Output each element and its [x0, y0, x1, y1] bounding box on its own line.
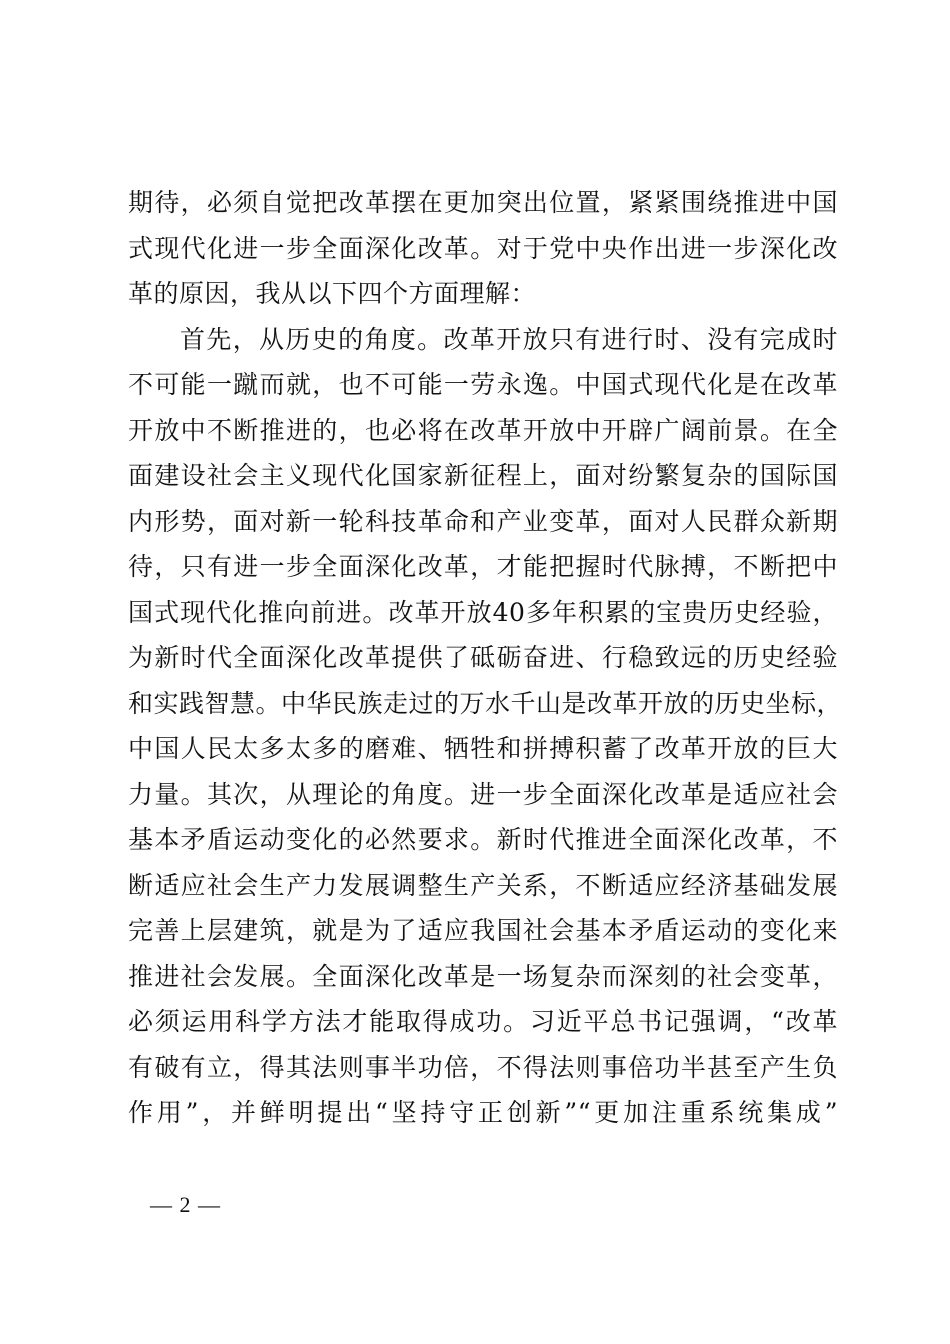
text-line: 式现代化进一步全面深化改革。对于党中央作出进一步深化改: [128, 233, 838, 263]
text-line: 革的原因，我从以下四个方面理解：: [128, 279, 537, 308]
text-line: 基本矛盾运动变化的必然要求。新时代推进全面深化改革，不: [128, 825, 838, 854]
text-line: 国式现代化推向前进。改革开放40多年积累的宝贵历史经验，: [128, 597, 838, 627]
text-line: 期待，必须自觉把改革摆在更加突出位置，紧紧围绕推进中国: [128, 188, 838, 217]
text-line: 和实践智慧。中华民族走过的万水千山是改革开放的历史坐标，: [128, 688, 843, 718]
text-line: 待，只有进一步全面深化改革，才能把握时代脉搏，不断把中: [128, 552, 838, 581]
text-line: 面建设社会主义现代化国家新征程上，面对纷繁复杂的国际国: [128, 461, 838, 490]
text-line: 作用”，并鲜明提出“坚持守正创新”“更加注重系统集成”: [128, 1098, 838, 1127]
text-line: 推进社会发展。全面深化改革是一场复杂而深刻的社会变革，: [128, 961, 838, 991]
text-line: 必须运用科学方法才能取得成功。习近平总书记强调，“改革: [128, 1007, 838, 1036]
page-number: — 2 —: [150, 1192, 221, 1217]
text-line: 中国人民太多太多的磨难、牺牲和拼搏积蓄了改革开放的巨大: [128, 734, 838, 763]
paragraph-first-line: 首先，从历史的角度。改革开放只有进行时、没有完成时: [180, 324, 838, 354]
text-line: 力量。其次，从理论的角度。进一步全面深化改革是适应社会: [128, 779, 838, 809]
text-line: 完善上层建筑，就是为了适应我国社会基本矛盾运动的变化来: [128, 916, 838, 945]
text-line: 为新时代全面深化改革提供了砥砺奋进、行稳致远的历史经验: [128, 643, 838, 672]
text-line: 内形势，面对新一轮科技革命和产业变革，面对人民群众新期: [128, 506, 838, 536]
text-line: 开放中不断推进的，也必将在改革开放中开辟广阔前景。在全: [128, 415, 838, 445]
text-line: 断适应社会生产力发展调整生产关系，不断适应经济基础发展: [128, 870, 838, 900]
text-line: 有破有立，得其法则事半功倍，不得法则事倍功半甚至产生负: [128, 1052, 838, 1082]
text-line: 不可能一蹴而就，也不可能一劳永逸。中国式现代化是在改革: [128, 370, 838, 399]
body-text: [128, 180, 843, 1136]
